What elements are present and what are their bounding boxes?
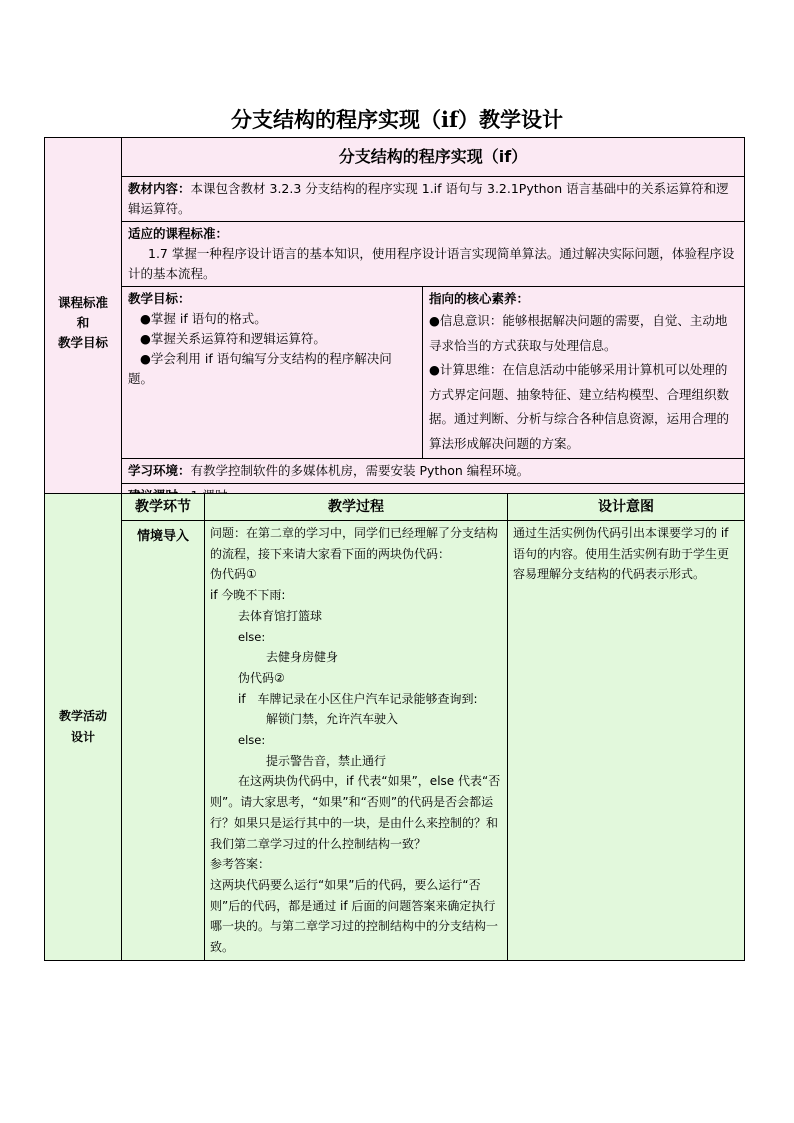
process-cell: 问题：在第二章的学习中，同学们已经理解了分支结构的流程，接下来请大家看下面的两块伪代码： 伪代码① if 今晚不下雨: 去体育馆打篮球 else: 去健身房健身 伪代码② if 车牌记录在小区住户汽车记录能够查询到: 解锁门禁，允许汽车驶入 else: 提示警告音，禁止通行 在这两块伪代码中，if 代表“如果”，else 代表“否则”。请大家思考，“如果”和“否则”的代码是否会都运行？如果只是运行其中的一块，是由什么来控制的？和我们第二章学习过的什么控制结构一致？ 参考答案： 这两块代码要么运行“如果”后的代码，要么运行“否则”后的代码，都是通过 if 后面的问题答案来确定执行哪一块的。与第二章学习过的控制结构中的分支结构一致。	[205, 521, 508, 961]
literacy-item: ●信息意识：能够根据解决问题的需要，自觉、主动地寻求恰当的方式获取与处理信息。	[429, 313, 728, 353]
literacy-item: ●计算思维：在信息活动中能够采用计算机可以处理的方式界定问题、抽象特征、建立结构模型、合理组织数据。通过判断、分析与综合各种信息资源，运用合理的算法形成解决问题的方案。	[429, 362, 730, 451]
standards-side-label: 课程标准 和 教学目标	[45, 138, 122, 509]
header-process: 教学过程	[205, 494, 508, 521]
material-cell: 教材内容：本课包含教材 3.2.3 分支结构的程序实现 1.if 语句与 3.2.1Python 语言基础中的关系运算符和逻辑运算符。	[122, 177, 745, 222]
goal-item: ●学会利用 if 语句编写分支结构的程序解决问题。	[128, 351, 392, 386]
goal-item: ●掌握关系运算符和逻辑运算符。	[140, 331, 326, 346]
header-intent: 设计意图	[508, 494, 745, 521]
activity-side-label: 教学活动 设计	[45, 494, 122, 961]
activity-table	[44, 493, 745, 961]
intent-cell: 通过生活实例伪代码引出本课要学习的 if 语句的内容。使用生活实例有助于学生更容易理解分支结构的代码表示形式。	[508, 521, 745, 961]
standards-table	[44, 137, 745, 509]
stage-label: 情境导入	[122, 521, 205, 961]
header-stage: 教学环节	[122, 494, 205, 521]
literacy-cell: 指向的核心素养： ●信息意识：能够根据解决问题的需要，自觉、主动地寻求恰当的方式获取与处理信息。 ●计算思维：在信息活动中能够采用计算机可以处理的方式界定问题、抽象特征、建立结构模型、合理组织数据。通过判断、分析与综合各种信息资源，运用合理的算法形成解决问题的方案。	[423, 287, 745, 459]
goal-item: ●掌握 if 语句的格式。	[140, 311, 267, 326]
standard-cell: 适应的课程标准： 1.7 掌握一种程序设计语言的基本知识，使用程序设计语言实现简单算法。通过解决实际问题，体验程序设计的基本流程。	[122, 222, 745, 287]
lesson-subtitle: 分支结构的程序实现（if）	[122, 138, 745, 177]
goals-cell: 教学目标： ●掌握 if 语句的格式。 ●掌握关系运算符和逻辑运算符。 ●学会利用 if 语句编写分支结构的程序解决问题。	[122, 287, 423, 459]
document-title: 分支结构的程序实现（if）教学设计	[230, 107, 563, 132]
environment-cell: 学习环境：有教学控制软件的多媒体机房，需要安装 Python 编程环境。	[122, 459, 745, 484]
